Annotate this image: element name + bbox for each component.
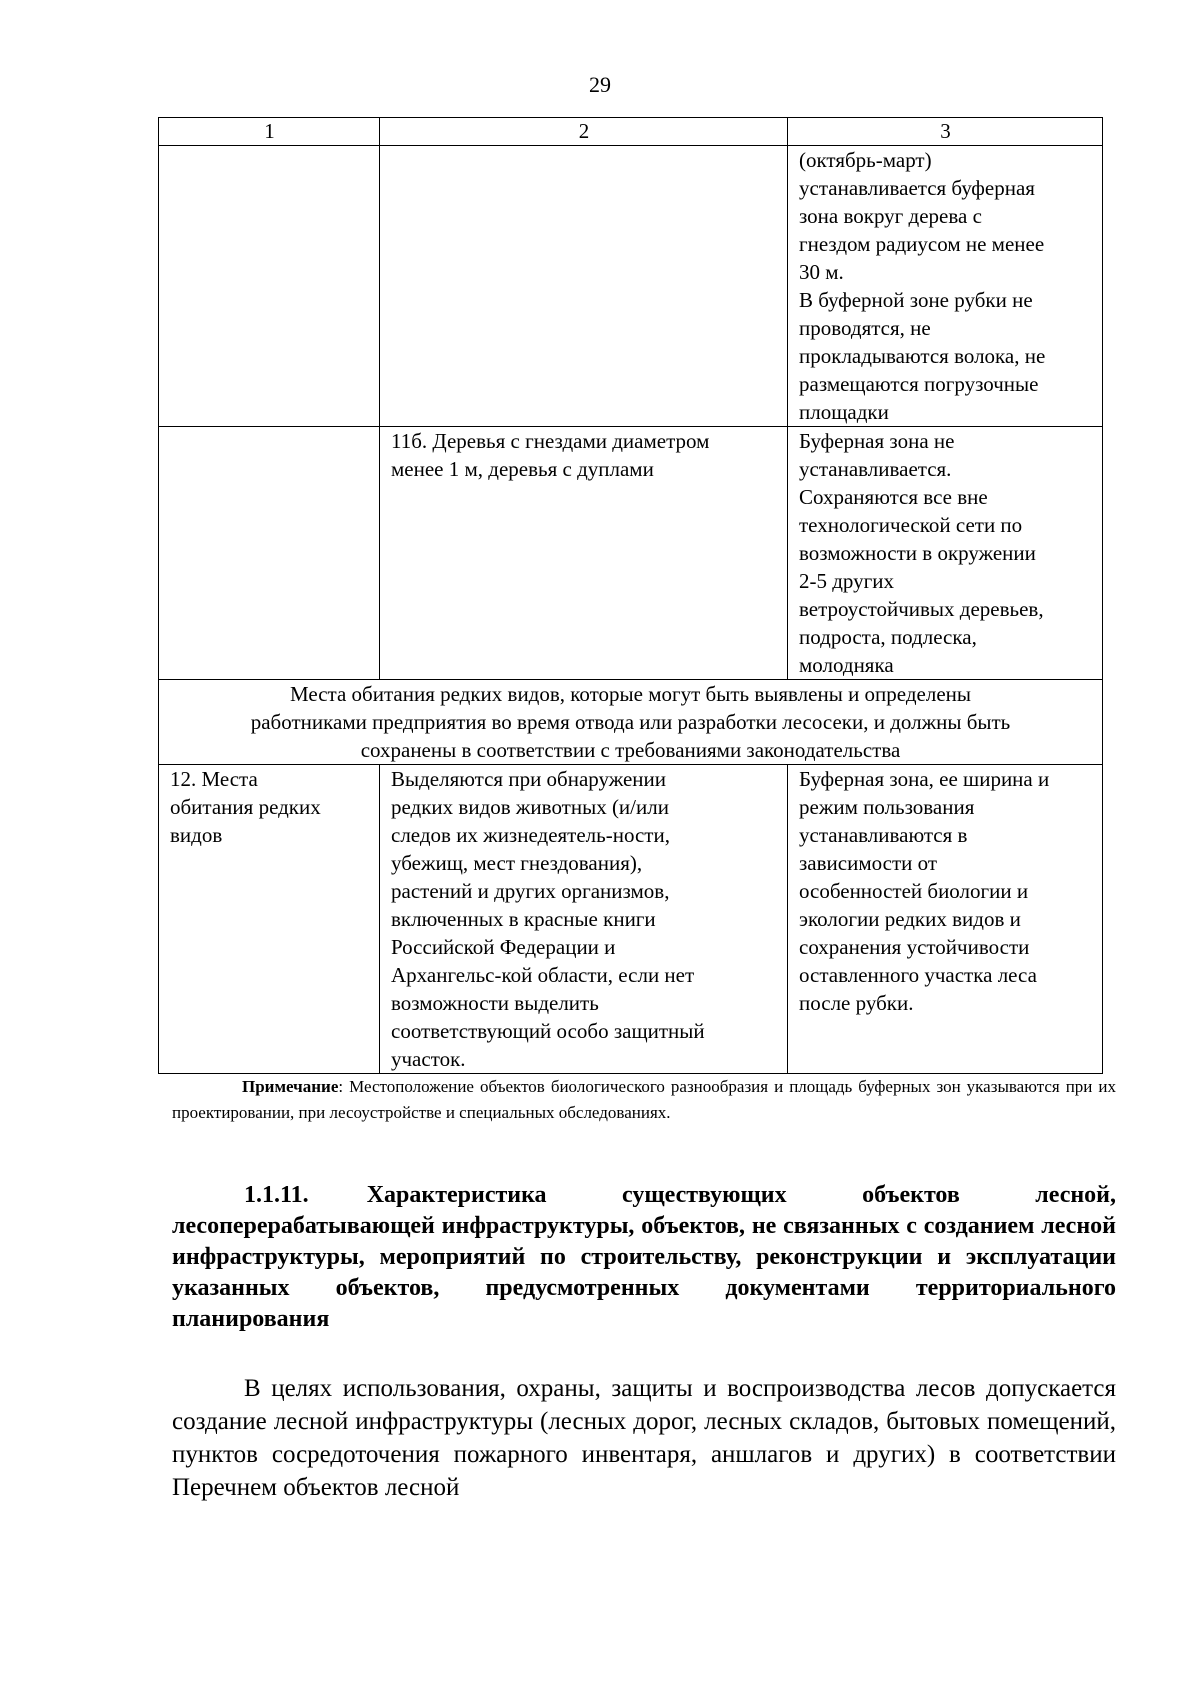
table-note — [172, 1074, 1116, 1126]
cell-line: размещаются погрузочные — [799, 372, 1039, 396]
cell-line: площадки — [799, 400, 889, 424]
cell-line: Выделяются при обнаружении — [391, 767, 667, 791]
cell-11b-col3 — [788, 427, 1103, 680]
cell-line: Буферная зона, ее ширина и — [799, 767, 1050, 791]
cell-continuation-col3 — [788, 146, 1103, 427]
section-heading — [172, 1180, 1116, 1335]
cell-line: возможности выделить — [391, 991, 599, 1015]
cell-line: Сохраняются все вне — [799, 485, 988, 509]
table-header-row — [159, 118, 1103, 146]
cell-line: зависимости от — [799, 851, 938, 875]
cell-line: В буферной зоне рубки не — [799, 288, 1033, 312]
cell-line: работниками предприятия во время отвода или разработки лесосеки, и должны быть — [250, 710, 1011, 734]
cell-line: прокладываются волока, не — [799, 344, 1046, 368]
note-text: : Местоположение объектов биологического разнообразия и площадь буферных зон указываются при их проектировании, при лесоустройстве и специальных обследованиях. — [172, 1077, 1116, 1122]
data-table — [158, 117, 1103, 1074]
cell-line: 11б. Деревья с гнездами диаметром — [391, 429, 710, 453]
cell-line: после рубки. — [799, 991, 914, 1015]
cell-11b-col2 — [380, 427, 788, 680]
cell-line: возможности в окружении — [799, 541, 1036, 565]
cell-line: обитания редких — [170, 795, 321, 819]
cell-line: режим пользования — [799, 795, 975, 819]
cell-line: зона вокруг дерева с — [799, 204, 982, 228]
section-title: Характеристика существующих объектов лесной, лесоперерабатывающей инфраструктуры, объектов, не связанных с созданием лесной инфраструктуры, мероприятий по строительству, реконструкции и эксплуатации указанных объектов, предусмотренных документами территориального планирования — [172, 1182, 1116, 1332]
cell-line: ветроустойчивых деревьев, — [799, 597, 1044, 621]
header-cell-3: 3 — [788, 118, 1103, 146]
table-row-continuation — [159, 146, 1103, 427]
cell-line: растений и других организмов, — [391, 879, 670, 903]
cell-line: участок. — [391, 1047, 466, 1071]
section-number: 1.1.11. — [244, 1182, 309, 1208]
cell-line: оставленного участка леса — [799, 963, 1037, 987]
cell-line: менее 1 м, деревья с дуплами — [391, 457, 654, 481]
cell-line: (октябрь-март) — [799, 148, 932, 172]
cell-12-col2 — [380, 765, 788, 1074]
cell-line: видов — [170, 823, 223, 847]
cell-line: Буферная зона не — [799, 429, 955, 453]
header-cell-1: 1 — [159, 118, 380, 146]
body-paragraph: В целях использования, охраны, защиты и воспроизводства лесов допускается создание лесной инфраструктуры (лесных дорог, лесных складов, бытовых помещений, пунктов сосредоточения пожарного инвентаря, аншлагов и других) в соответствии Перечнем объектов лесной — [172, 1375, 1116, 1501]
cell-line: экологии редких видов и — [799, 907, 1021, 931]
cell-line: 2-5 других — [799, 569, 895, 593]
cell-line: устанавливается буферная — [799, 176, 1035, 200]
table-group-row — [159, 680, 1103, 765]
cell-line: редких видов животных (и/или — [391, 795, 669, 819]
cell-line: 30 м. — [799, 260, 844, 284]
table-row-12 — [159, 765, 1103, 1074]
cell-line: соответствующий особо защитный — [391, 1019, 705, 1043]
cell-line: особенностей биологии и — [799, 879, 1029, 903]
cell-11b-col1 — [159, 427, 380, 680]
cell-line: подроста, подлеска, — [799, 625, 977, 649]
cell-line: следов их жизнедеятель-ности, — [391, 823, 670, 847]
cell-line: 12. Места — [170, 767, 258, 791]
cell-line: сохранены в соответствии с требованиями законодательства — [360, 738, 901, 762]
cell-line: убежищ, мест гнездования), — [391, 851, 643, 875]
group-heading-cell — [159, 680, 1103, 765]
cell-12-col3 — [788, 765, 1103, 1074]
cell-line: устанавливаются в — [799, 823, 968, 847]
cell-line: устанавливается. — [799, 457, 952, 481]
cell-line: гнездом радиусом не менее — [799, 232, 1045, 256]
header-cell-2: 2 — [380, 118, 788, 146]
page-number: 29 — [589, 72, 611, 97]
cell-line: включенных в красные книги — [391, 907, 656, 931]
cell-continuation-col2 — [380, 146, 788, 427]
cell-line: Архангельс-кой области, если нет — [391, 963, 695, 987]
cell-12-col1 — [159, 765, 380, 1074]
cell-line: Места обитания редких видов, которые могут быть выявлены и определены — [289, 682, 971, 706]
cell-line: молодняка — [799, 653, 894, 677]
cell-line: сохранения устойчивости — [799, 935, 1030, 959]
cell-line: технологической сети по — [799, 513, 1023, 537]
cell-line: проводятся, не — [799, 316, 931, 340]
cell-continuation-col1 — [159, 146, 380, 427]
cell-line: Российской Федерации и — [391, 935, 616, 959]
table-row-11b — [159, 427, 1103, 680]
note-label: Примечание — [242, 1077, 339, 1096]
